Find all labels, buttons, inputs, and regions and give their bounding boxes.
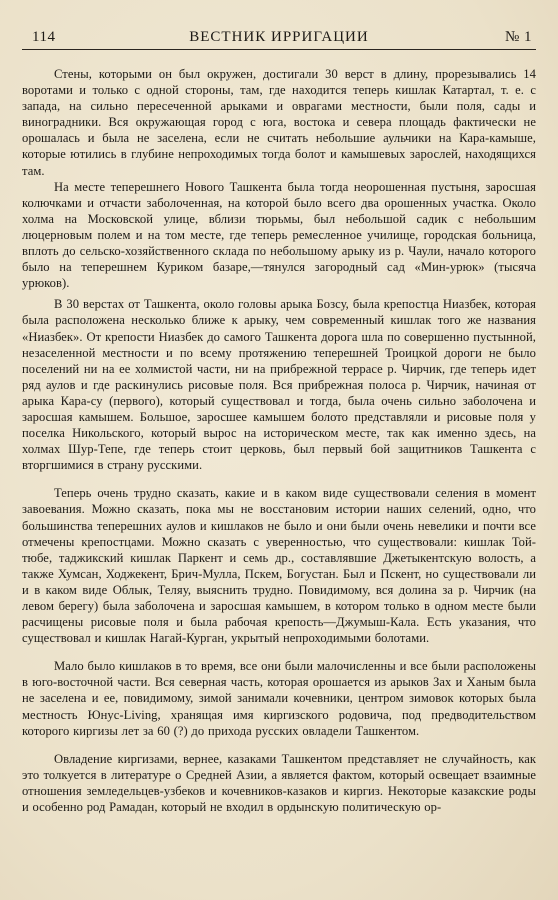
paragraph: В 30 верстах от Ташкента, около головы арыка Бозсу, была крепостца Ниазбек, которая была расположена несколько ближе к арыку, чем современный кишлак того же названия «Ниазбек». От крепости Ниазбек до самого Ташкента дорога шла по совершенно пустынной, незаселенной местности и по всему протяжению теперешней Троицкой дороги не было поселений ни на ее холмистой части, ни на прибрежной террасе р. Чирчик, где теперь идет ряд аулов и где раскинулись рисовые поля. Вся прибрежная полоса р. Чирчик, начиная от арыка Кара-су (первого), который существовал и тогда, была очень сильно заболочена и заросшая камышем. Большое, заросшее камышем болото представляли и рисовые поля у поселка Никольского, который вырос на историческом месте, так как именно здесь, на холмах Шур-Тепе, где теперь стоит церковь, был первый бой защитников Ташкента с вторгшимися в страну русскими. — [22, 297, 536, 473]
paragraph: Овладение киргизами, вернее, казаками Ташкентом представляет не случайность, как это толкуется в литературе о Средней Азии, а является фактом, который освещает взаимные отношения земледельцев-узбеков и кочевников-казаков и киргиз. Некоторые казакские роды и особенно род Рамадан, который не входил в ордынскую политическую ор- — [22, 751, 536, 815]
page-number: 114 — [32, 29, 56, 45]
issue-number: № 1 — [504, 29, 532, 45]
paragraph: На месте теперешнего Нового Ташкента была тогда неорошенная пустыня, заросшая колючками и отчасти заболоченная, на которой было всего два орошенных участка. Около холма на Московской улице, вблизи тюрьмы, был небольшой садик с небольшим люцерновым полем и на том месте, где теперь ремесленное училище, городская больница, вплоть до сельско-хозяйственного склада по небольшому арыку из р. Чаули, начало которого было на теперешнем Куриком базаре,—тянулся загородный сад «Мин-урюк» (тысяча урюков). — [22, 179, 536, 291]
article-body — [22, 66, 536, 815]
page-header — [22, 29, 536, 50]
journal-title: ВЕСТНИК ИРРИГАЦИИ — [189, 29, 369, 45]
paragraph: Мало было кишлаков в то время, все они были малочисленны и все были расположены в юго-восточной части. Вся северная часть, которая орошается из арыков Зах и Ханым была не заселена и ее, повидимому, зимой занимали кочевники, центром зимовок которых была местность Юнус-Living, хранящая имя киргизского родовича, под предводительством которого киргизы лет за 60 (?) до прихода русских овладели Ташкентом. — [22, 659, 536, 738]
paragraph: Теперь очень трудно сказать, какие и в каком виде существовали селения в момент завоевания. Можно сказать, пока мы не восстановим истории наших селений, одно, что большинства теперешних аулов и кишлаков не было и они были очень невелики и почти все отмечены крепостцами. Можно сказать с уверенностью, что существовали: кишлак Той-тюбе, таджикский кишлак Паркент и семь др., составлявшие Джетыкентскую волость, а также Хумсан, Ходжекент, Брич-Мулла, Пскем, Богустан. Был и Пскент, но существовали ли и в каком виде Облык, Теляу, выяснить трудно. Повидимому, вся долина за р. Чирчик (на левом берегу) была заболочена и заросшая камышем, в котором только в одном месте были расчищены рисовые поля и была рабочая крепость—Джумыш-Кала. Есть указания, что существовал и кишлак Нагай-Курган, укрытый непроходимыми болотами. — [22, 486, 536, 646]
paragraph: Стены, которыми он был окружен, достигали 30 верст в длину, прорезывались 14 воротами и только с одной стороны, там, где находится теперь кишлак Катартал, т. е. с запада, на сильно пересеченной арыками и оврагами местности, были поля, сады и виноградники. Вся окружающая город с юга, востока и севера площадь фактически не орошалась и была не заселена, если не считать небольшие аульчики на Кара-камыше, которые ютились в глубине непроходимых тогда болот и камышевых зарослей, находящихся там. — [22, 67, 536, 178]
